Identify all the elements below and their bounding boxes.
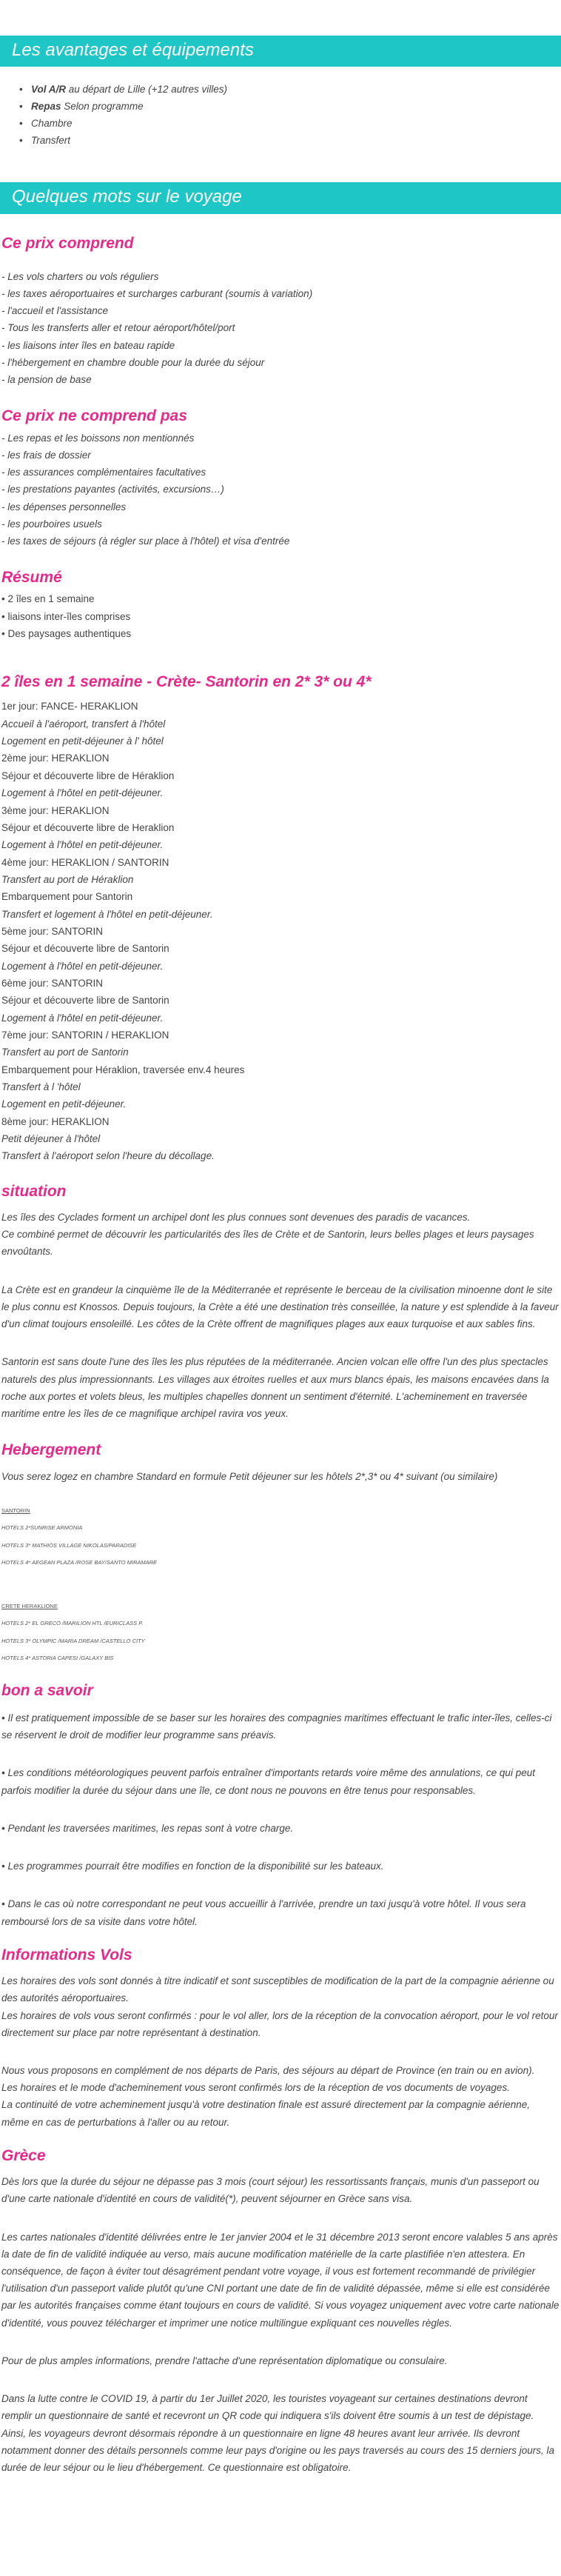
list-item: - les pourboires usuels: [1, 518, 102, 530]
list-item: - les frais de dossier: [1, 449, 91, 461]
programme-line: Transfert au port de Héraklion: [1, 873, 134, 885]
hebergement-santorin-label: SANTORIN: [1, 1506, 30, 1514]
prix-comprend-list: [1, 268, 560, 389]
content: [0, 233, 561, 2477]
grece-paragraph: Pour de plus amples informations, prendre l'attache d'une représentation diplomatique ou consulaire.: [1, 2355, 448, 2366]
situation-paragraph: Santorin est sans doute l'une des îles les plus réputées de la méditerranée. Ancien volcan elle offre l'un des plus spectacles naturels des plus impressionnants. Les villages aux étroites ruelles et aux murs blancs épais, les maisons encavées dans la roche aux portes et volets bleus, les multiples chapelles donnent un sentiment d'éternité. L'acheminement en traversée maritime entre les îles de ce magnifique archipel ravira vos yeux.: [1, 1356, 549, 1419]
programme-line: Séjour et découverte libre de Santorin: [1, 943, 169, 955]
list-item: - Les vols charters ou vols réguliers: [1, 270, 159, 282]
programme-line: Logement à l'hôtel en petit-déjeuner.: [1, 839, 164, 851]
hotel-item: HOTELS 2* EL GRECO /MARILION HTL /EURICLASS P.: [1, 1620, 144, 1627]
bon-item: • Les programmes pourrait être modifies en fonction de la disponibilité sur les bateaux.: [1, 1861, 384, 1872]
programme-line: 8ème jour: HERAKLION: [1, 1115, 110, 1127]
list-item: - l'hébergement en chambre double pour la durée du séjour: [1, 356, 265, 368]
grece-paragraph: Les cartes nationales d'identité délivrées entre le 1er janvier 2004 et le 31 décembre 2013 seront encore valables 5 ans après la date de fin de validité indiquée au verso, mais aucune modification matérielle de la carte plastifiée n'en attestera. En conséquence, de façon à éviter tout désagrément pendant votre voyage, il vous est fortement recommandé de privilégier l'utilisation d'un passeport valide plutôt qu'une CNI portant une date de fin de validité dépassée, même si elle est considérée par les autorités françaises comme étant toujours en cours de validité. Si vous voyagez uniquement avec votre carte nationale d'identité, vous pouvez télécharger et imprimer une notice multilingue expliquant ces nouvelles règles.: [1, 2231, 560, 2329]
heading-grece: Grèce: [1, 2146, 46, 2164]
programme-line: Transfert et logement à l'hôtel en petit-déjeuner.: [1, 908, 213, 920]
list-item: - les assurances complémentaires facultatives: [1, 467, 206, 478]
section-banner-avantages: Les avantages et équipements: [0, 36, 561, 67]
grece-paragraph: Dès lors que la durée du séjour ne dépasse pas 3 mois (court séjour) les ressortissants français, munis d'un passeport ou d'une carte nationale d'identité en cours de validité(*), peuvent séjourner en Grèce sans visa.: [1, 2176, 540, 2205]
bon-item: • Pendant les traversées maritimes, les repas sont à votre charge.: [1, 1822, 294, 1834]
vols-paragraph: Les horaires de vols vous seront confirmés : pour le vol aller, lors de la réception de la convocation aéroport, pour le vol retour directement sur place par notre représentant à destination.: [1, 2009, 558, 2038]
bon-item: • Les conditions météorologiques peuvent parfois entraîner d'importants retards voire même des annulations, ce qui peut parfois modifier la durée du séjour dans une île, ce dont nous ne pouvons en être tenus pour responsables.: [1, 1767, 535, 1796]
list-item: - les taxes de séjours (à régler sur place à l'hôtel) et visa d'entrée: [1, 535, 290, 547]
programme-line: Accueil à l'aéroport, transfert à l'hôtel: [1, 718, 166, 730]
programme-line: 5ème jour: SANTORIN: [1, 925, 104, 937]
programme-line: Logement à l'hôtel en petit-déjeuner.: [1, 1012, 164, 1024]
programme-line: 7ème jour: SANTORIN / HERAKLION: [1, 1029, 169, 1041]
programme-list: [1, 698, 560, 1164]
hotel-item: HOTELS 3* OLYMPIC /MARIA DREAM /CASTELLO CITY: [1, 1637, 145, 1644]
situation-paragraph: Ce combiné permet de découvrir les particularités des îles de Crète et de Santorin, leurs belles plages et leurs paysages envoûtants.: [1, 1229, 534, 1258]
programme-line: Séjour et découverte libre de Santorin: [1, 995, 169, 1007]
heading-resume: Résumé: [1, 569, 62, 587]
avantages-item: • Repas Selon programme: [30, 99, 561, 116]
programme-line: Transfert au port de Santorin: [1, 1047, 129, 1058]
situation-paragraph: La Crète est en grandeur la cinquième île de la Méditerranée et représente le berceau de la civilisation minoenne dont le site le plus connu est Knossos. Depuis toujours, la Crète a été une destination très conseillée, la nature y est splendide à la faveur d'un climat toujours ensoleillé. Les côtes de la Crète offrent de magnifiques plages aux eaux turquoise et aux sables fins.: [1, 1284, 559, 1330]
programme-line: Logement à l'hôtel en petit-déjeuner.: [1, 960, 164, 972]
list-item: - Les repas et les boissons non mentionnés: [1, 432, 195, 444]
list-item: • liaisons inter-îles comprises: [1, 610, 131, 622]
heading-informations-vols: Informations Vols: [1, 1946, 132, 1963]
bon-item: • Dans le cas où notre correspondant ne peut vous accueillir à l'arrivée, prendre un taxi jusqu'à votre hôtel. Il vous sera remboursé lors de sa visite dans votre hôtel.: [1, 1898, 526, 1927]
heading-programme: 2 îles en 1 semaine - Crète- Santorin en 2* 3* ou 4*: [1, 673, 372, 691]
vols-paragraph: Les horaires et le mode d'acheminement vous seront confirmés lors de la réception de vos documents de voyages.: [1, 2082, 510, 2094]
list-item: - les dépenses personnelles: [1, 501, 127, 513]
programme-line: 1er jour: FANCE- HERAKLION: [1, 701, 138, 713]
hebergement-intro: Vous serez logez en chambre Standard en formule Petit déjeuner sur les hôtels 2*,3* ou 4* suivant (ou similaire): [1, 1470, 498, 1482]
heading-bon-a-savoir: bon a savoir: [1, 1681, 93, 1699]
programme-line: Séjour et découverte libre de Héraklion: [1, 770, 175, 781]
hotel-item: HOTELS 3* MATHIOS VILLAGE NIKOLAS/PARADISE: [1, 1541, 137, 1549]
vols-paragraph: Nous vous proposons en complément de nos départs de Paris, des séjours au départ de Province (en train ou en avion).: [1, 2064, 535, 2076]
heading-prix-comprend: Ce prix comprend: [1, 234, 134, 252]
programme-line: Logement en petit-déjeuner à l' hôtel: [1, 735, 164, 747]
avantages-item: • Vol A/R au départ de Lille (+12 autres villes): [30, 81, 561, 99]
heading-situation: situation: [1, 1182, 67, 1200]
list-item: - les liaisons inter îles en bateau rapide: [1, 339, 175, 351]
programme-line: 3ème jour: HERAKLION: [1, 804, 110, 816]
bon-item: • Il est pratiquement impossible de se baser sur les horaires des compagnies maritimes effectuant le trafic inter-îles, celles-ci se réservent le droit de modifier leur programme sans préavis.: [1, 1712, 552, 1741]
programme-line: Transfert à l'aéroport selon l'heure du décollage.: [1, 1150, 215, 1162]
avantages-item: • Chambre: [30, 116, 561, 133]
situation-paragraph: Les îles des Cyclades forment un archipel dont les plus connues sont devenues des paradis de vacances.: [1, 1212, 471, 1224]
programme-line: Petit déjeuner à l'hôtel: [1, 1133, 101, 1145]
programme-line: Logement en petit-déjeuner.: [1, 1098, 127, 1110]
list-item: - Tous les transferts aller et retour aéroport/hôtel/port: [1, 322, 235, 334]
resume-list: [1, 590, 560, 642]
programme-line: 6ème jour: SANTORIN: [1, 977, 104, 989]
programme-line: 4ème jour: HERAKLION / SANTORIN: [1, 856, 169, 868]
section-banner-voyage: Quelques mots sur le voyage: [0, 182, 561, 213]
heading-hebergement: Hebergement: [1, 1441, 101, 1459]
vols-paragraph: La continuité de votre acheminement jusqu'à votre destination finale est assuré directement par la compagnie aérienne, même en cas de perturbations à l'aller ou au retour.: [1, 2099, 531, 2128]
vols-paragraph: Les horaires des vols sont donnés à titre indicatif et sont susceptibles de modification de la part de la compagnie aérienne ou des autorités aéroportuaires.: [1, 1975, 554, 2004]
list-item: - la pension de base: [1, 374, 92, 386]
hotel-item: HOTELS 2*SUNRISE ARMONIA: [1, 1524, 83, 1532]
hotel-item: HOTELS 4* AEGEAN PLAZA /ROSE BAY/SANTO MIRAMARE: [1, 1559, 158, 1566]
avantages-list: [30, 81, 561, 150]
heading-prix-ne-comprend: Ce prix ne comprend pas: [1, 407, 187, 425]
programme-line: Embarquement pour Héraklion, traversée env.4 heures: [1, 1064, 245, 1075]
hotel-item: HOTELS 4* ASTORIA CAPESI /GALAXY BIS: [1, 1655, 114, 1662]
avantages-item: • Transfert: [30, 133, 561, 150]
programme-line: Transfert à l 'hôtel: [1, 1081, 81, 1092]
programme-line: 2ème jour: HERAKLION: [1, 753, 110, 764]
programme-line: Embarquement pour Santorin: [1, 891, 133, 903]
list-item: - les prestations payantes (activités, excursions…): [1, 484, 224, 495]
list-item: - les taxes aéroportuaires et surcharges carburant (soumis à variation): [1, 288, 313, 300]
hebergement-crete-label: CRETE HERAKLIONE: [1, 1602, 58, 1609]
prix-ne-comprend-list: [1, 430, 560, 550]
list-item: • Des paysages authentiques: [1, 627, 132, 639]
programme-line: Séjour et découverte libre de Heraklion: [1, 821, 175, 833]
list-item: - l'accueil et l'assistance: [1, 305, 108, 317]
list-item: • 2 îles en 1 semaine: [1, 593, 95, 605]
programme-line: Logement à l'hôtel en petit-déjeuner.: [1, 787, 164, 799]
grece-paragraph: Dans la lutte contre le COVID 19, à partir du 1er Juillet 2020, les touristes voyageant sur certaines destinations devront remplir un questionnaire de santé et recevront un QR code qui indiquera s'ils doivent être soumis à un test de dépistage. Ainsi, les voyageurs devront désormais répondre à un questionnaire en ligne 48 heures avant leur arrivée. Ils devront notamment donner des détails personnels comme leur pays d'origine ou les pays traversés au cours des 15 derniers jours, la durée de leur séjour ou le lieu d'hébergement. Ce questionnaire est obligatoire.: [1, 2393, 554, 2473]
page: [0, 36, 561, 2498]
